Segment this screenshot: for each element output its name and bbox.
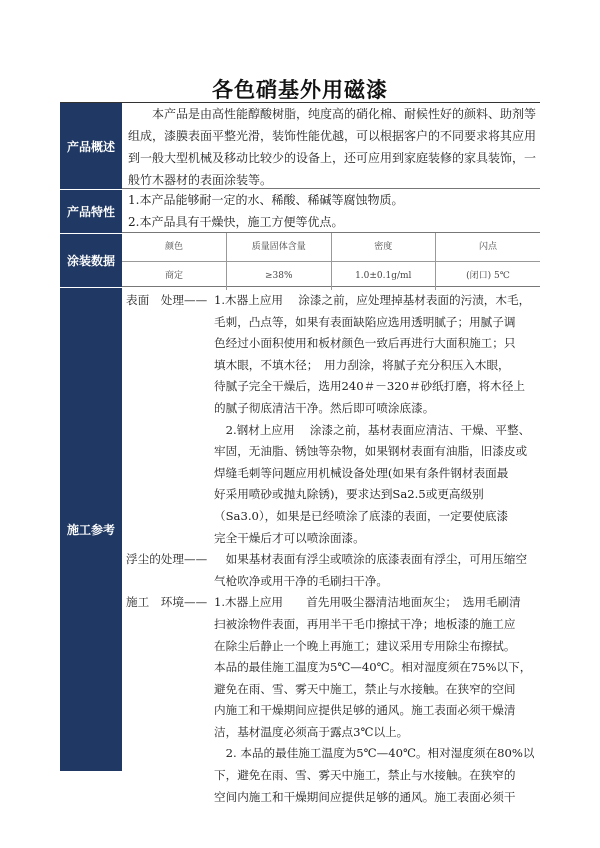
section-head: 浮尘的处理—— [126,552,208,567]
overview-line: 组成，漆膜表面平整光滑，装饰性能优越，可以根据客户的不同要求将其应用 [128,129,537,143]
header-flash-point: 闪点 [436,233,541,262]
section-line: 完全干燥后才可以喷涂面漆。 [214,530,365,545]
section-line: 2.钢材上应用 涂漆之前，基材表面应清洁、干燥、平整、 [214,422,531,437]
table-row [122,262,540,291]
section-line: 本品的最佳施工温度为5℃—40℃。相对湿度须在75%以下， [214,660,532,675]
coating-label: 涂装数据 [60,233,122,287]
overview-line: 本产品是由高性能醇酸树脂，纯度高的硝化棉、耐候性好的颜料、助剂等 [152,107,537,121]
section-line: 填木眼，不填木径； 用力刮涂，将腻子充分积压入木眼， [214,357,510,372]
header-density: 密度 [331,233,436,262]
section-line: 内施工和干燥期间应提供足够的通风。施工表面必须干燥清 [214,703,516,718]
header-solid-content: 质量固体含量 [227,233,332,262]
feature-item: 2.本产品具有干燥快，施工方便等优点。 [128,215,344,229]
surface-treatment-section [126,290,538,549]
section-line: 洁，基材温度必须高于露点3℃以上。 [214,724,409,739]
section-line: 2. 本品的最佳施工温度为5℃—40℃。相对湿度须在80%以 [214,746,535,761]
overview-content [122,103,540,189]
environment-section [126,592,538,808]
section-line: 待腻子完全干燥后，选用240＃－320＃砂纸打磨，将木径上 [214,379,525,394]
table-header-row [122,233,540,262]
section-line: 色经过小面积使用和板材颜色一致后再进行大面积施工；只 [214,336,516,351]
value-color: 商定 [122,262,227,291]
header-color: 颜色 [122,233,227,262]
section-line: 空间内施工和干燥期间应提供足够的通风。施工表面必须干 [214,789,516,804]
section-line: 的腻子彻底清洁干净。然后即可喷涂底漆。 [214,400,435,415]
overview-line: 般竹木器材的表面涂装等。 [128,173,273,187]
coating-data-table-wrap [122,233,540,287]
feature-item: 1.本产品能够耐一定的水、稀酸、稀碱等腐蚀物质。 [128,193,404,207]
section-head: 施工 环境—— [126,595,208,610]
value-density: 1.0±0.1g/ml [331,262,436,291]
overview-line: 到一般大型机械及移动比较少的设备上，还可应用到家庭装修的家具装饰，一 [128,151,537,165]
coating-data-table [122,233,540,290]
section-line: 气枪吹净或用干净的毛刷扫干净。 [214,573,388,588]
application-content [122,287,540,804]
page-title: 各色硝基外用磁漆 [212,78,388,102]
section-line: 1.木器上应用 涂漆之前，应处理掉基材表面的污渍，木毛， [214,293,531,307]
section-line: 如果基材表面有浮尘或喷涂的底漆表面有浮尘，可用压缩空 [214,552,528,567]
section-line: 在除尘后静止一个晚上再施工；建议采用专用除尘布擦拭。 [214,638,516,653]
application-label: 施工参考 [60,287,122,771]
features-content [122,189,540,233]
product-sheet [60,102,540,804]
section-line: 牢固，无油脂、锈蚀等杂物，如果钢材表面有油脂，旧漆皮或 [214,444,528,459]
section-line: 下，避免在雨、雪、雾天中施工，禁止与水接触。在狭窄的 [214,768,516,783]
dust-treatment-section [126,549,538,592]
section-line: 1.木器上应用 首先用吸尘器清洁地面灰尘； 选用毛刷清 [214,595,521,610]
section-line: 避免在雨、雪、雾天中施工，禁止与水接触。在狭窄的空间 [214,681,516,696]
section-line: 好采用喷砂或抛丸除锈)，要求达到Sa2.5或更高级别 [214,487,484,502]
section-head: 表面 处理—— [126,293,208,307]
overview-label: 产品概述 [60,103,122,189]
section-line: 毛刺，凸点等，如果有表面缺陷应选用透明腻子；用腻子调 [214,314,516,329]
section-line: （Sa3.0），如果是已经喷涂了底漆的表面，一定要使底漆 [214,508,509,523]
value-flash-point: (闭口) 5℃ [466,271,510,281]
section-line: 焊缝毛刺等问题应用机械设备处理(如果有条件钢材表面最 [214,465,509,480]
section-line: 扫被涂物件表面，再用半干毛巾擦拭干净；地板漆的施工应 [214,616,516,631]
features-label: 产品特性 [60,189,122,233]
value-solid-content: ≥38% [227,262,332,291]
